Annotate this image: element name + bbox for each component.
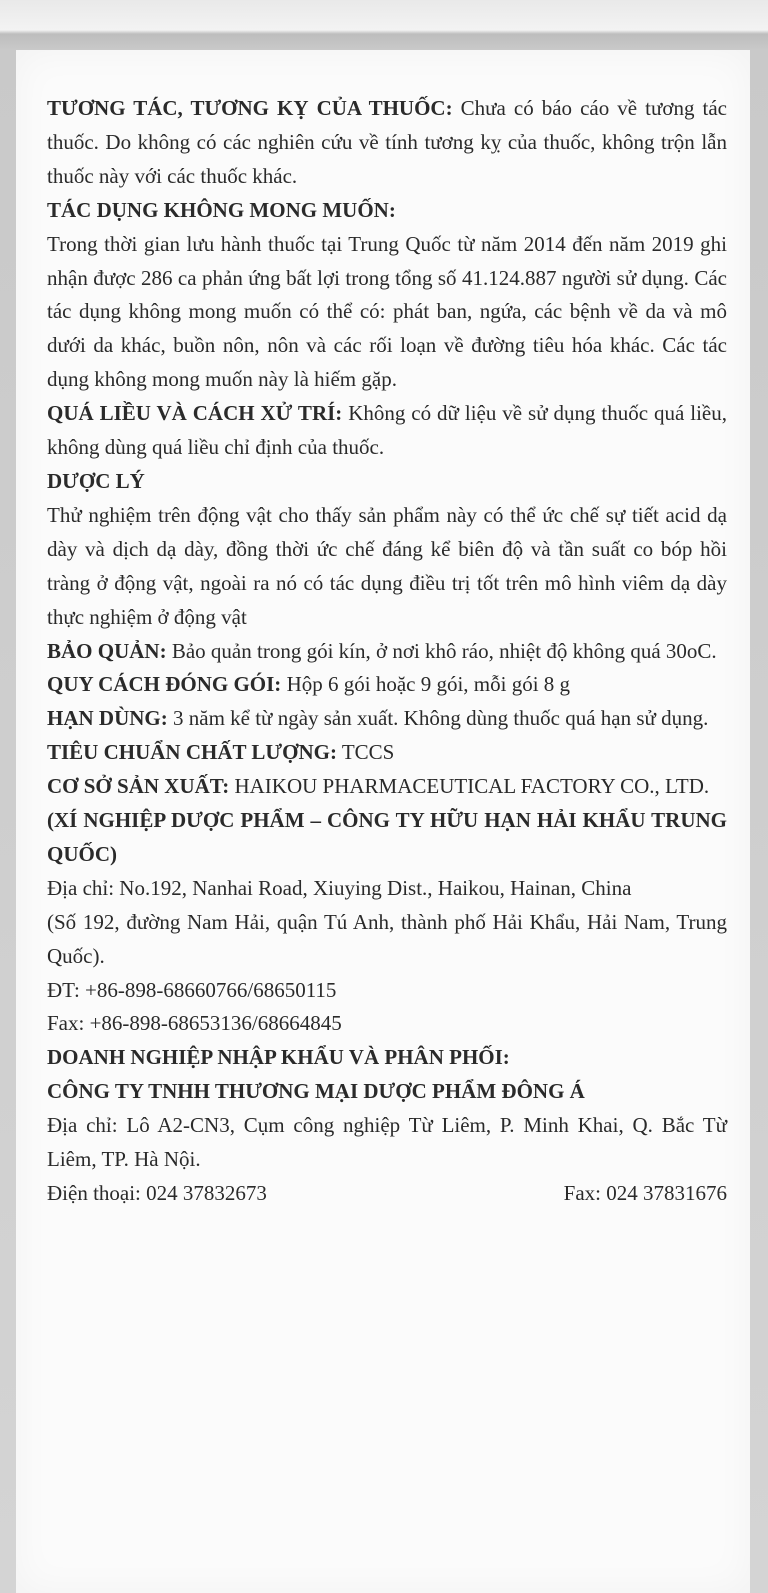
pharmacology-heading: DƯỢC LÝ (47, 468, 145, 493)
importer-address: Địa chỉ: Lô A2-CN3, Cụm công nghiệp Từ Liêm, P. Minh Khai, Q. Bắc Từ Liêm, TP. Hà Nội. (47, 1113, 727, 1172)
manufacturer-section (47, 770, 727, 804)
interaction-section (47, 92, 727, 194)
adverse-text: Trong thời gian lưu hành thuốc tại Trung Quốc từ năm 2014 đến năm 2019 ghi nhận được 286 ca phản ứng bất lợi trong tổng số 41.124.887 người sử dụng. Các tác dụng không mong muốn có thể có: phát ban, ngứa, các bệnh về da và mô dưới da khác, buồn nôn, nôn và các rối loạn về đường tiêu hóa khác. Các tác dụng không mong muốn này là hiếm gặp. (47, 231, 727, 392)
storage-section (47, 635, 727, 669)
importer-heading: DOANH NGHIỆP NHẬP KHẨU VÀ PHÂN PHỐI: (47, 1045, 510, 1070)
standard-text: TCCS (336, 740, 395, 765)
manufacturer-heading: CƠ SỞ SẢN XUẤT: (47, 774, 230, 799)
manufacturer-text: HAIKOU PHARMACEUTICAL FACTORY CO., LTD. (229, 774, 710, 799)
manufacturer-address: Địa chỉ: No.192, Nanhai Road, Xiuying Dist., Haikou, Hainan, China (47, 875, 632, 900)
storage-text: Bảo quản trong gói kín, ở nơi khô ráo, nhiệt độ không quá 30oC. (166, 638, 717, 663)
packing-text: Hộp 6 gói hoặc 9 gói, mỗi gói 8 g (281, 672, 571, 697)
overdose-text: Không có dữ liệu về sử dụng thuốc quá liều, không dùng quá liều chỉ định của thuốc. (47, 401, 728, 460)
packing-heading: QUY CÁCH ĐÓNG GÓI: (47, 672, 282, 697)
leaflet-content (47, 92, 727, 1211)
interaction-heading: TƯƠNG TÁC, TƯƠNG KỴ CỦA THUỐC: (47, 96, 453, 120)
expiry-section (47, 702, 727, 736)
storage-heading: BẢO QUẢN: (47, 638, 167, 663)
expiry-heading: HẠN DÙNG: (47, 706, 168, 731)
standard-heading: TIÊU CHUẨN CHẤT LƯỢNG: (47, 740, 337, 765)
importer-phone: Điện thoại: 024 37832673 (47, 1181, 267, 1205)
interaction-text: Chưa có báo cáo về tương tác thuốc. Do không có các nghiên cứu về tính tương kỵ của thuốc, không trộn lẫn thuốc này với các thuốc khác. (47, 96, 727, 188)
manufacturer-phone: ĐT: +86-898-68660766/68650115 (47, 977, 337, 1002)
adverse-heading: TÁC DỤNG KHÔNG MONG MUỐN: (47, 197, 396, 222)
importer-company: CÔNG TY TNHH THƯƠNG MẠI DƯỢC PHẨM ĐÔNG Á (47, 1079, 585, 1104)
packing-section (47, 668, 727, 702)
overdose-section (47, 397, 727, 465)
overdose-heading: QUÁ LIỀU VÀ CÁCH XỬ TRÍ: (47, 401, 343, 426)
pharmacology-text: Thử nghiệm trên động vật cho thấy sản phẩm này có thể ức chế sự tiết acid dạ dày và dịch dạ dày, đồng thời ức chế đáng kể biên độ và tần suất co bóp hồi tràng ở động vật, ngoài ra nó có tác dụng điều trị tốt trên mô hình viêm dạ dày thực nghiệm ở động vật (47, 502, 727, 629)
standard-section (47, 736, 727, 770)
manufacturer-name-vi: (XÍ NGHIỆP DƯỢC PHẨM – CÔNG TY HỮU HẠN HẢI KHẨU TRUNG QUỐC) (47, 808, 727, 866)
expiry-text: 3 năm kể từ ngày sản xuất. Không dùng thuốc quá hạn sử dụng. (167, 706, 709, 731)
importer-contact-row (47, 1177, 727, 1211)
manufacturer-address-vi: (Số 192, đường Nam Hải, quận Tú Anh, thành phố Hải Khẩu, Hải Nam, Trung Quốc). (47, 909, 727, 968)
manufacturer-fax: Fax: +86-898-68653136/68664845 (47, 1011, 342, 1036)
importer-fax: Fax: 024 37831676 (563, 1181, 727, 1205)
